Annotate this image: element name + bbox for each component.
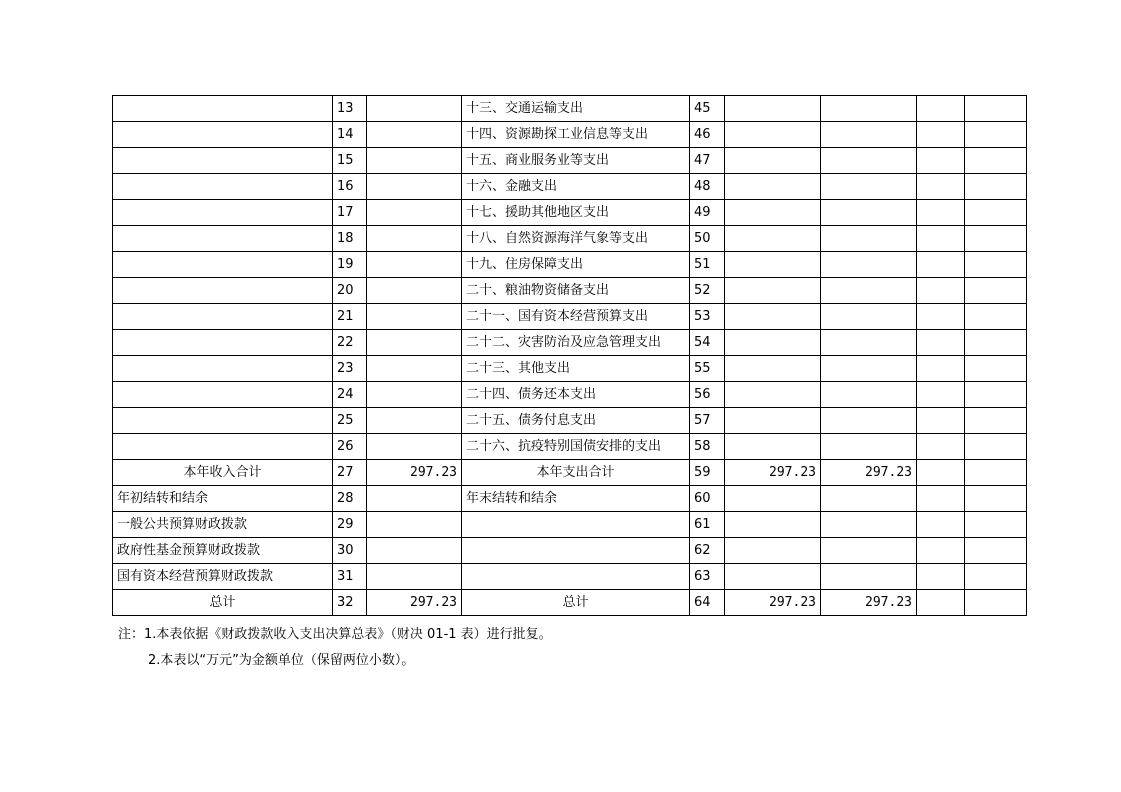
income-item-cell	[113, 226, 333, 252]
expense-item-label: 十四、资源勘探工业信息等支出	[462, 122, 690, 148]
income-line-number: 19	[333, 252, 367, 278]
expense-amount-cell	[917, 96, 965, 122]
income-amount-cell	[367, 304, 462, 330]
expense-line-number: 64	[690, 590, 725, 616]
expense-line-number: 60	[690, 486, 725, 512]
expense-amount-cell	[725, 486, 821, 512]
income-total-label: 本年收入合计	[113, 460, 333, 486]
expense-item-label: 二十三、其他支出	[462, 356, 690, 382]
table-row	[113, 564, 1027, 590]
expense-amount-cell	[917, 174, 965, 200]
income-item-cell	[113, 174, 333, 200]
expense-amount-cell	[965, 434, 1027, 460]
income-item-cell	[113, 304, 333, 330]
expense-line-number: 62	[690, 538, 725, 564]
expense-amount-cell	[821, 408, 917, 434]
income-item-cell	[113, 200, 333, 226]
table-row	[113, 148, 1027, 174]
expense-amount-cell	[917, 252, 965, 278]
table-row	[113, 226, 1027, 252]
income-amount-cell	[367, 564, 462, 590]
expense-amount-cell	[821, 252, 917, 278]
expense-line-number: 49	[690, 200, 725, 226]
table-row	[113, 538, 1027, 564]
expense-amount-cell	[965, 278, 1027, 304]
expense-amount-cell	[965, 356, 1027, 382]
income-line-number: 21	[333, 304, 367, 330]
note-1: 注：1.本表依据《财政拨款收入支出决算总表》（财决 01-1 表）进行批复。	[118, 627, 552, 642]
note-2: 2.本表以“万元”为金额单位（保留两位小数）。	[148, 653, 415, 668]
expense-item-label	[462, 512, 690, 538]
expense-amount-cell	[725, 304, 821, 330]
expense-line-number: 57	[690, 408, 725, 434]
income-line-number: 14	[333, 122, 367, 148]
expense-line-number: 61	[690, 512, 725, 538]
expense-line-number: 47	[690, 148, 725, 174]
expense-amount-cell	[965, 174, 1027, 200]
expense-amount-cell	[725, 148, 821, 174]
expense-amount-cell	[725, 382, 821, 408]
expense-amount-cell	[725, 174, 821, 200]
income-amount-cell	[367, 226, 462, 252]
final-accounts-table	[112, 95, 1027, 616]
income-amount-cell	[367, 252, 462, 278]
expense-amount-cell	[821, 122, 917, 148]
income-line-number: 26	[333, 434, 367, 460]
expense-item-label: 十八、自然资源海洋气象等支出	[462, 226, 690, 252]
expense-amount-cell	[917, 122, 965, 148]
income-line-number: 16	[333, 174, 367, 200]
expense-amount-cell	[917, 538, 965, 564]
expense-total-label: 本年支出合计	[462, 460, 690, 486]
income-line-number: 25	[333, 408, 367, 434]
expense-amount-cell	[965, 590, 1027, 616]
expense-line-number: 54	[690, 330, 725, 356]
expense-amount-cell	[965, 538, 1027, 564]
expense-amount-cell	[917, 356, 965, 382]
income-amount-cell	[367, 434, 462, 460]
income-item-cell	[113, 278, 333, 304]
expense-amount-cell	[965, 96, 1027, 122]
income-line-number: 13	[333, 96, 367, 122]
notes	[118, 622, 552, 674]
income-item-label: 年初结转和结余	[113, 486, 333, 512]
expense-amount-cell	[965, 382, 1027, 408]
expense-item-label	[462, 564, 690, 590]
expense-amount-cell	[821, 174, 917, 200]
income-item-cell	[113, 330, 333, 356]
income-item-label: 国有资本经营预算财政拨款	[113, 564, 333, 590]
income-item-label: 一般公共预算财政拨款	[113, 512, 333, 538]
income-line-number: 27	[333, 460, 367, 486]
expense-amount-cell	[725, 278, 821, 304]
expense-item-label: 二十五、债务付息支出	[462, 408, 690, 434]
expense-amount-cell	[965, 460, 1027, 486]
expense-amount-cell	[965, 226, 1027, 252]
expense-line-number: 63	[690, 564, 725, 590]
expense-amount-cell	[725, 96, 821, 122]
expense-amount-cell	[965, 122, 1027, 148]
income-item-label: 政府性基金预算财政拨款	[113, 538, 333, 564]
income-item-cell	[113, 434, 333, 460]
table-row	[113, 252, 1027, 278]
expense-amount-cell	[725, 564, 821, 590]
expense-amount-cell	[965, 564, 1027, 590]
expense-item-label: 二十二、灾害防治及应急管理支出	[462, 330, 690, 356]
table-row	[113, 382, 1027, 408]
income-line-number: 24	[333, 382, 367, 408]
income-total-row	[113, 460, 1027, 486]
expense-amount-cell	[821, 434, 917, 460]
income-amount-cell	[367, 278, 462, 304]
expense-line-number: 52	[690, 278, 725, 304]
grand-total-amount: 297.23	[367, 590, 462, 616]
expense-amount-cell	[725, 434, 821, 460]
income-line-number: 30	[333, 538, 367, 564]
expense-amount-cell	[821, 278, 917, 304]
income-line-number: 28	[333, 486, 367, 512]
income-item-cell	[113, 382, 333, 408]
income-line-number: 15	[333, 148, 367, 174]
expense-amount-cell	[725, 226, 821, 252]
expense-amount-cell	[965, 304, 1027, 330]
expense-amount-cell	[821, 330, 917, 356]
income-item-cell	[113, 96, 333, 122]
expense-amount-cell	[917, 590, 965, 616]
expense-amount-cell	[821, 382, 917, 408]
expense-item-label: 十六、金融支出	[462, 174, 690, 200]
expense-amount-cell	[917, 330, 965, 356]
expense-item-label: 十七、援助其他地区支出	[462, 200, 690, 226]
table-row	[113, 512, 1027, 538]
expense-amount-cell	[917, 200, 965, 226]
expense-total-amount: 297.23	[725, 460, 821, 486]
table-row	[113, 356, 1027, 382]
expense-amount-cell	[821, 486, 917, 512]
table-row	[113, 304, 1027, 330]
table-row	[113, 330, 1027, 356]
table-row	[113, 486, 1027, 512]
table-row	[113, 278, 1027, 304]
income-amount-cell	[367, 122, 462, 148]
expense-amount-cell	[917, 564, 965, 590]
expense-amount-cell	[725, 330, 821, 356]
income-amount-cell	[367, 486, 462, 512]
expense-item-label	[462, 538, 690, 564]
expense-line-number: 51	[690, 252, 725, 278]
expense-item-label: 十五、商业服务业等支出	[462, 148, 690, 174]
grand-total-label: 总计	[113, 590, 333, 616]
income-amount-cell	[367, 174, 462, 200]
expense-amount-cell	[821, 538, 917, 564]
expense-amount-cell	[917, 148, 965, 174]
expense-line-number: 45	[690, 96, 725, 122]
expense-item-label: 二十六、抗疫特别国债安排的支出	[462, 434, 690, 460]
expense-amount-cell	[725, 252, 821, 278]
expense-amount-cell	[917, 278, 965, 304]
expense-grand-total-amount: 297.23	[725, 590, 821, 616]
income-amount-cell	[367, 148, 462, 174]
table-row	[113, 174, 1027, 200]
income-amount-cell	[367, 200, 462, 226]
expense-amount-cell	[965, 200, 1027, 226]
expense-amount-cell	[821, 148, 917, 174]
expense-item-label: 二十一、国有资本经营预算支出	[462, 304, 690, 330]
income-line-number: 18	[333, 226, 367, 252]
expense-item-label: 十九、住房保障支出	[462, 252, 690, 278]
expense-line-number: 50	[690, 226, 725, 252]
income-item-cell	[113, 148, 333, 174]
expense-item-label: 十三、交通运输支出	[462, 96, 690, 122]
income-line-number: 17	[333, 200, 367, 226]
expense-amount-cell	[917, 434, 965, 460]
expense-amount-cell	[917, 408, 965, 434]
income-line-number: 22	[333, 330, 367, 356]
expense-amount-cell	[917, 304, 965, 330]
expense-line-number: 59	[690, 460, 725, 486]
expense-amount-cell	[917, 460, 965, 486]
grand-total-row	[113, 590, 1027, 616]
expense-amount-cell	[917, 226, 965, 252]
expense-amount-cell	[917, 486, 965, 512]
income-item-cell	[113, 122, 333, 148]
expense-amount-cell	[725, 512, 821, 538]
table-row	[113, 122, 1027, 148]
income-line-number: 29	[333, 512, 367, 538]
expense-amount-cell	[821, 564, 917, 590]
expense-amount-cell	[965, 148, 1027, 174]
expense-line-number: 53	[690, 304, 725, 330]
income-line-number: 32	[333, 590, 367, 616]
expense-amount-cell	[821, 512, 917, 538]
income-amount-cell	[367, 538, 462, 564]
expense-line-number: 48	[690, 174, 725, 200]
income-amount-cell	[367, 330, 462, 356]
income-item-cell	[113, 356, 333, 382]
expense-item-label: 年末结转和结余	[462, 486, 690, 512]
income-line-number: 23	[333, 356, 367, 382]
expense-amount-cell	[917, 512, 965, 538]
income-line-number: 31	[333, 564, 367, 590]
expense-amount-cell	[917, 382, 965, 408]
expense-amount-cell	[965, 512, 1027, 538]
expense-grand-total-label: 总计	[462, 590, 690, 616]
expense-line-number: 58	[690, 434, 725, 460]
income-line-number: 20	[333, 278, 367, 304]
expense-amount-cell	[821, 226, 917, 252]
expense-amount-cell	[725, 122, 821, 148]
expense-item-label: 二十四、债务还本支出	[462, 382, 690, 408]
income-amount-cell	[367, 512, 462, 538]
table-row	[113, 434, 1027, 460]
expense-amount-cell	[965, 330, 1027, 356]
income-item-cell	[113, 408, 333, 434]
income-amount-cell	[367, 356, 462, 382]
expense-grand-total-amount: 297.23	[821, 590, 917, 616]
income-amount-cell	[367, 408, 462, 434]
expense-amount-cell	[821, 96, 917, 122]
expense-amount-cell	[965, 408, 1027, 434]
table-row	[113, 96, 1027, 122]
income-amount-cell	[367, 382, 462, 408]
income-total-amount: 297.23	[367, 460, 462, 486]
expense-amount-cell	[821, 356, 917, 382]
expense-amount-cell	[725, 408, 821, 434]
expense-line-number: 55	[690, 356, 725, 382]
income-amount-cell	[367, 96, 462, 122]
expense-amount-cell	[965, 252, 1027, 278]
expense-amount-cell	[965, 486, 1027, 512]
expense-amount-cell	[821, 200, 917, 226]
income-item-cell	[113, 252, 333, 278]
expense-amount-cell	[725, 200, 821, 226]
expense-line-number: 46	[690, 122, 725, 148]
expense-amount-cell	[725, 356, 821, 382]
expense-item-label: 二十、粮油物资储备支出	[462, 278, 690, 304]
expense-amount-cell	[821, 304, 917, 330]
expense-amount-cell	[725, 538, 821, 564]
expense-line-number: 56	[690, 382, 725, 408]
expense-total-amount: 297.23	[821, 460, 917, 486]
table-row	[113, 408, 1027, 434]
table-row	[113, 200, 1027, 226]
